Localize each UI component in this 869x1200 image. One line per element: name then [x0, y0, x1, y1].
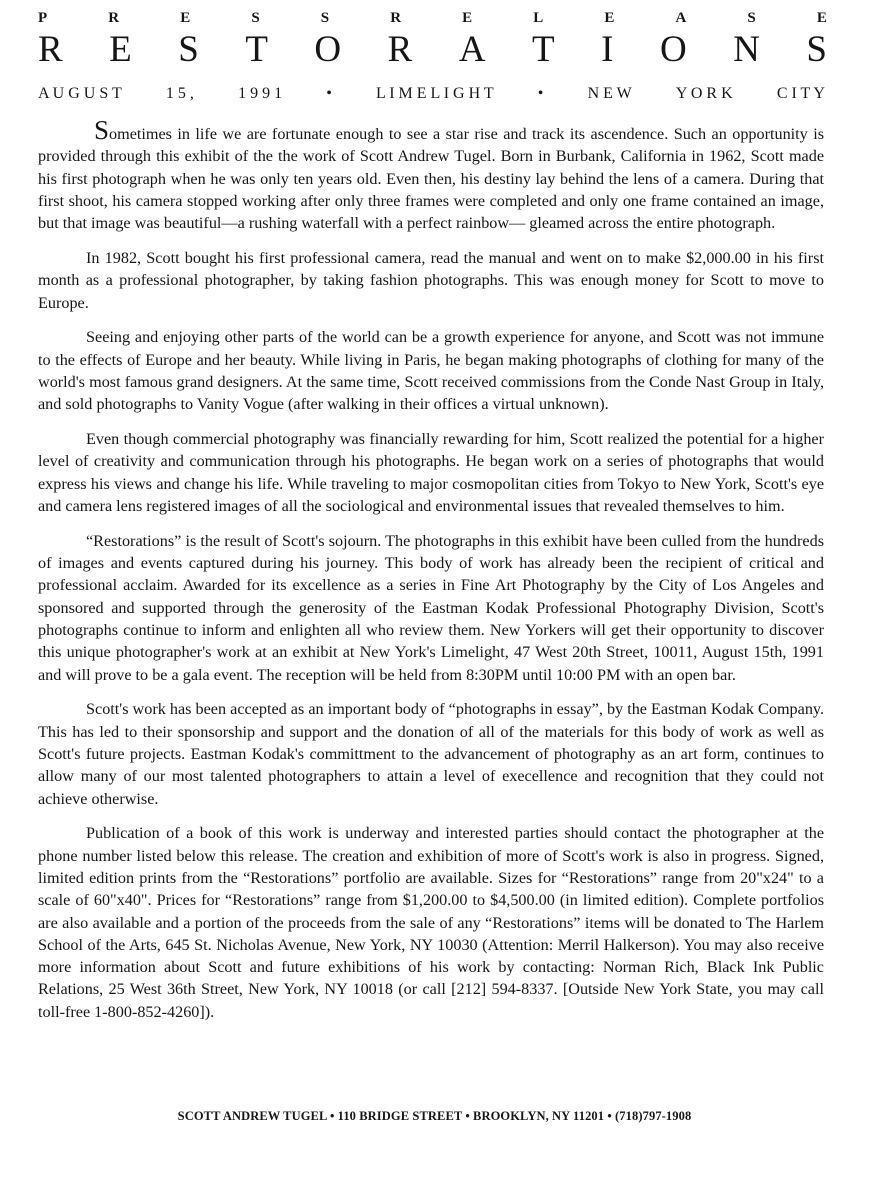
- drop-cap: S: [94, 115, 110, 145]
- title-letter: I: [601, 29, 614, 70]
- title-letter: R: [38, 29, 63, 70]
- body-paragraph: [38, 115, 824, 234]
- body-paragraph: Scott's work has been accepted as an important body of “photographs in essay”, by the Eastman Kodak Company. This has led to their sponsorship and support and the donation of all of the materials for this body of work as well as Scott's future projects. Eastman Kodak's committment to the advancement of photography as an art form, continues to allow many of our most talented photographers to attain a level of execellence and recognition that they could not achieve otherwise.: [38, 700, 824, 808]
- page-title: [38, 29, 827, 71]
- paragraph-text: ometimes in life we are fortunate enough to see a star rise and track its ascendence. Such an opportunity is provided through this exhibit of the the work of Scott Andrew Tugel. Born in Burbank, California in 1962, Scott made his first photograph when he was only ten years old. Even then, his destiny lay behind the lens of a camera. During that first shoot, his camera stopped working after only three frames were completed and only one frame contained an image, but that image was beautiful—a rushing waterfall with a perfect rainbow— gleamed across the entire photograph.: [38, 125, 824, 233]
- title-letter: S: [806, 29, 827, 70]
- kicker-letter: E: [180, 10, 191, 26]
- kicker-letter: R: [108, 10, 120, 26]
- kicker-letter: A: [675, 10, 687, 26]
- title-letter: R: [387, 29, 413, 70]
- press-release-kicker: [38, 9, 827, 27]
- dateline-year: 1 9 9 1: [238, 85, 283, 102]
- dateline-month: A U G U S T: [38, 85, 122, 102]
- dateline-city-word: N E W: [587, 85, 632, 102]
- kicker-letter: S: [747, 10, 756, 26]
- dateline: [38, 84, 825, 104]
- title-letter: N: [733, 29, 760, 70]
- title-letter: T: [532, 29, 555, 70]
- kicker-letter: S: [320, 10, 330, 26]
- body-paragraph: In 1982, Scott bought his first professional camera, read the manual and went on to make $2,000.00 in his first month as a professional photographer, by taking fashion photographs. This was enough money for Scott to move to Europe.: [38, 248, 824, 312]
- kicker-letter: E: [816, 10, 827, 26]
- body-paragraph: “Restorations” is the result of Scott's sojourn. The photographs in this exhibit have been culled from the hundreds of images and events captured during his journey. This body of work has already been the recipient of critical and professional acclaim. Awarded for its excellence as a series in Fine Art Photography by the City of Los Angeles and sponsored and supported through the generosity of the Eastman Kodak Professional Photography Division, Scott's photographs continue to inform and enlighten all who review them. New Yorkers will get their opportunity to discover this unique photographer's work at an exhibit at New York's Limelight, 47 West 20th Street, 10011, August 15th, 1991 and will prove to be a gala event. The reception will be held from 8:30PM until 10:00 PM with an open bar.: [38, 531, 824, 684]
- kicker-letter: E: [462, 10, 473, 26]
- dateline-bullet: •: [326, 85, 332, 102]
- release-body: [38, 115, 824, 1035]
- dateline-day: 1 5 ,: [165, 85, 194, 102]
- title-letter: E: [109, 29, 132, 70]
- title-letter: O: [314, 29, 342, 70]
- body-paragraph: Publication of a book of this work is underway and interested parties should contact the photographer at the phone number listed below this release. The creation and exhibition of more of Scott's work is also in progress. Signed, limited edition prints from the “Restorations” portfolio are available. Sizes for “Restorations” range from 20"x24" to a scale of 60"x40". Prices for “Restorations” range from $1,200.00 to $4,500.00 (in limited edition). Complete portfolios are also available and a portion of the proceeds from the sale of any “Restorations” items will be donated to The Harlem School of the Arts, 645 St. Nicholas Avenue, New York, NY 10030 (Attention: Merril Halkerson). You may also receive more information about Scott and future exhibitions of his work by contacting: Norman Rich, Black Ink Public Relations, 25 West 36th Street, New York, NY 10018 (or call [212] 594-8337. [Outside New York State, you may call toll-free 1-800-852-4260]).: [38, 824, 824, 1021]
- kicker-letter: S: [251, 10, 260, 26]
- dateline-venue: L I M E L I G H T: [376, 85, 494, 102]
- contact-footer: SCOTT ANDREW TUGEL • 110 BRIDGE STREET • BROOKLYN, NY 11201 • (718)797-1908: [177, 1109, 692, 1123]
- body-paragraph: Seeing and enjoying other parts of the world can be a growth experience for anyone, and Scott was not immune to the effects of Europe and her beauty. While living in Paris, he began making photographs of clothing for many of the world's most famous grand designers. At the same time, Scott received commissions from the Conde Nast Group in Italy, and sold photographs to Vanity Vogue (after walking in their offices a virtual unknown).: [38, 328, 824, 414]
- kicker-letter: R: [390, 10, 402, 26]
- title-letter: A: [458, 29, 486, 70]
- title-letter: S: [178, 29, 199, 70]
- body-paragraph: Even though commercial photography was financially rewarding for him, Scott realized the potential for a higher level of creativity and communication through his photographs. He began work on a series of photographs that would express his views and change his life. While traveling to major cosmopolitan cities from Tokyo to New York, Scott's eye and camera lens registered images of all the sociological and environmental issues that revealed themselves to him.: [38, 430, 824, 515]
- title-letter: T: [245, 29, 268, 70]
- kicker-letter: E: [604, 10, 615, 26]
- title-letter: O: [659, 29, 687, 70]
- dateline-city-word: C I T Y: [776, 85, 825, 102]
- dateline-city-word: Y O R K: [675, 85, 733, 102]
- dateline-bullet: •: [537, 85, 544, 102]
- kicker-letter: P: [38, 10, 48, 26]
- kicker-letter: L: [533, 10, 544, 26]
